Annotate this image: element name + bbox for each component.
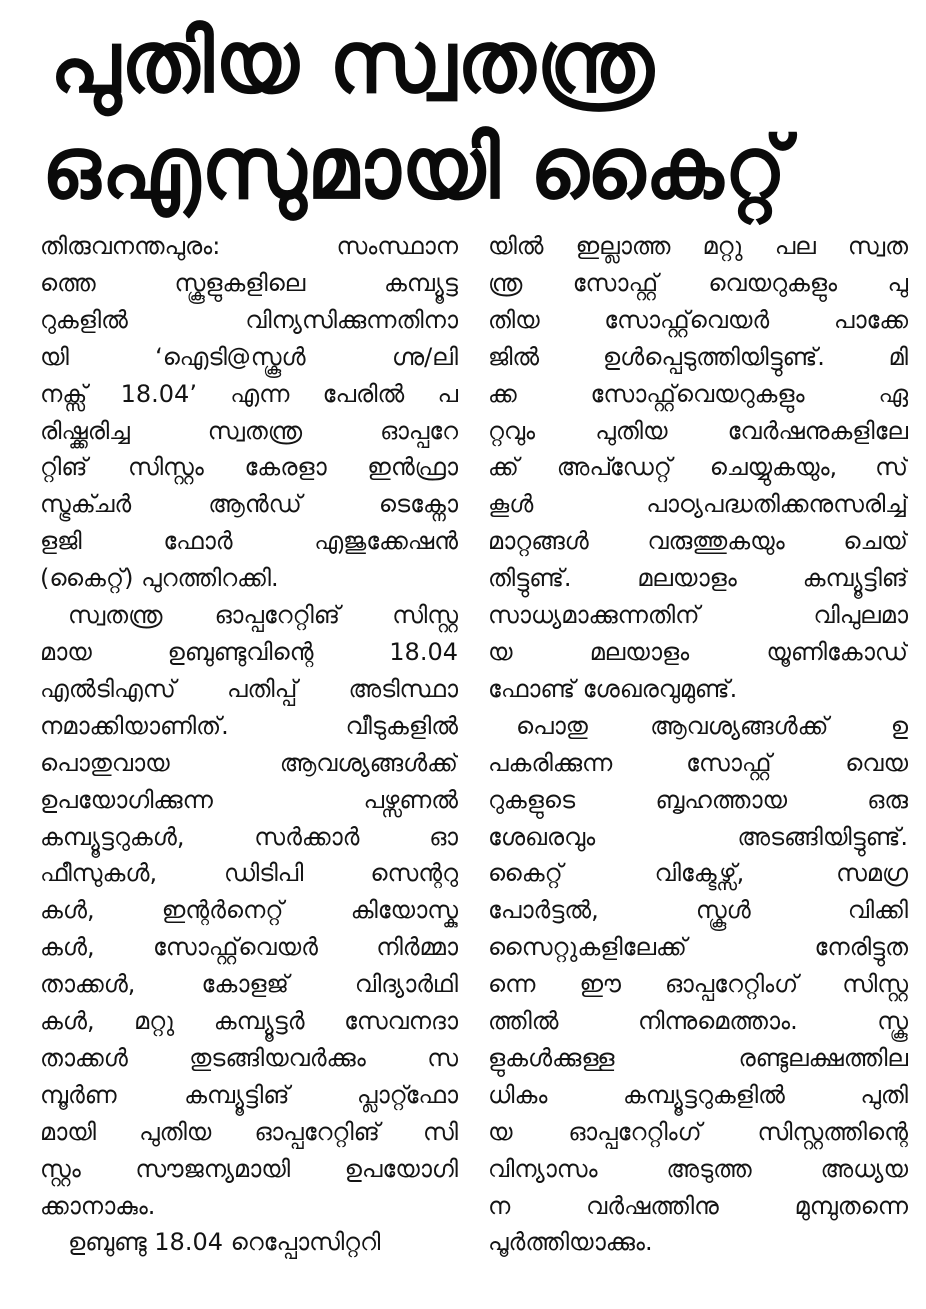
right-line: യിൽ ഇല്ലാത്ത മറ്റു പല സ്വത — [488, 232, 908, 260]
left-line: മ്പൂർണ കമ്പ്യൂട്ടിങ് പ്ലാറ്റ്ഫോ — [40, 1080, 458, 1109]
right-line: ശേഖരവും അടങ്ങിയിട്ടുണ്ട്. — [488, 822, 908, 851]
right-line: ന്ത്ര സോഫ്റ്റ് വെയറുകളും പു — [488, 268, 908, 297]
left-line: കൾ, സോഫ്റ്റ്‌വെയർ നിർമ്മാ — [40, 933, 458, 962]
right-line: ത്തിൽ നിന്നുമെത്താം. സ്കൂ — [488, 1007, 908, 1036]
right-column — [488, 228, 908, 1308]
right-line: മാറ്റങ്ങൾ വരുത്തുകയും ചെയ് — [488, 527, 908, 556]
left-line: കൾ, ഇന്റർനെറ്റ് കിയോസ്കു — [40, 896, 458, 925]
right-line: കൈറ്റ് വിക്ടേഴ്സ്, സമഗ്ര — [488, 859, 908, 888]
left-line: രിഷ്ക്കരിച്ച സ്വതന്ത്ര ഓപ്പറേ — [40, 416, 458, 445]
left-line: എൽടിഎസ് പതിപ്പ് അടിസ്ഥാ — [40, 674, 458, 703]
headline-line-2: ഒഎസുമായി കൈറ്റ് — [42, 118, 788, 219]
headline-line-1: പുതിയ സ്വതന്ത്ര — [50, 12, 655, 113]
left-line: കൾ, മറ്റു കമ്പ്യൂട്ടർ സേവനദാ — [40, 1007, 458, 1036]
left-line: മായി പുതിയ ഓപ്പറേറ്റിങ് സി — [40, 1117, 458, 1146]
right-line: യ മലയാളം യൂണികോഡ് — [488, 637, 908, 666]
headline — [40, 10, 908, 222]
right-line: ധികം കമ്പ്യൂട്ടറുകളിൽ പുതി — [488, 1080, 908, 1109]
left-line: താക്കൾ തുടങ്ങിയവർക്കും സ — [40, 1043, 458, 1072]
left-line: ക്കാനാകും. — [40, 1191, 156, 1220]
left-column — [40, 228, 458, 1308]
left-line: പൊതുവായ ആവശ്യങ്ങൾക്ക് — [40, 748, 458, 777]
left-line: സ്വതന്ത്ര ഓപ്പറേറ്റിങ് സിസ്റ്റ — [68, 601, 458, 630]
right-line: ക്ക് അപ്ഡേറ്റ് ചെയ്യുകയും, സ് — [488, 453, 908, 482]
right-line: കൂൾ പാഠ്യപദ്ധതിക്കനുസരിച്ച് — [488, 490, 908, 519]
article-body — [40, 228, 908, 1308]
right-line: ളുകൾക്കുള്ള രണ്ടുലക്ഷത്തില — [488, 1043, 908, 1072]
left-line: റുകളിൽ വിന്യസിക്കുന്നതിനാ — [40, 305, 458, 334]
right-line: തിട്ടുണ്ട്. മലയാളം കമ്പ്യൂട്ടിങ് — [488, 564, 908, 593]
left-line: നമാക്കിയാണിത്. വീടുകളിൽ — [40, 711, 458, 740]
left-line: (കൈറ്റ്) പുറത്തിറക്കി. — [40, 564, 279, 593]
left-line: ഉപയോഗിക്കുന്ന പഴ്സണൽ — [40, 785, 458, 814]
right-line: പോർട്ടൽ, സ്കൂൾ വിക്കി — [488, 896, 908, 925]
right-line: പൊതു ആവശ്യങ്ങൾക്ക് ഉ — [516, 711, 908, 740]
right-line: യ ഓപ്പറേറ്റിംഗ് സിസ്റ്റത്തിന്റെ — [488, 1117, 908, 1146]
right-line: തിയ സോഫ്റ്റ്‌വെയർ പാക്കേ — [488, 305, 908, 334]
right-line: ക്ക സോഫ്റ്റ്‌വെയറുകളും ഏ — [488, 379, 908, 408]
left-line: സ്ട്രക്ചർ ആൻഡ് ടെക്നോ — [40, 490, 458, 519]
right-line: റ്റവും പുതിയ വേർഷനുകളിലേ — [488, 416, 908, 445]
left-line: മായ ഉബുണ്ടുവിന്റെ 18.04 — [40, 637, 458, 666]
left-line: സ്റ്റം സൗജന്യമായി ഉപയോഗി — [40, 1154, 458, 1183]
right-line: ഫോണ്ട് ശേഖരവുമുണ്ട്. — [488, 674, 738, 703]
right-line: വിന്യാസം അടുത്ത അധ്യയ — [488, 1154, 908, 1183]
left-line: ത്തെ സ്കൂളുകളിലെ കമ്പ്യൂട്ട — [40, 268, 458, 297]
right-line: ന വർഷത്തിനു മുമ്പുതന്നെ — [488, 1191, 908, 1220]
left-line: തിരുവനന്തപുരം: സംസ്ഥാന — [40, 232, 458, 260]
left-line: റ്റിങ് സിസ്റ്റം കേരളാ ഇൻഫ്രാ — [40, 453, 458, 482]
right-line: ന്നെ ഈ ഓപ്പറേറ്റിംഗ് സിസ്റ്റ — [488, 970, 908, 999]
right-line: ജിൽ ഉൾപ്പെടുത്തിയിട്ടുണ്ട്. മി — [488, 342, 908, 371]
left-line: ഫീസുകൾ, ഡിടിപി സെന്ററു — [40, 859, 458, 888]
right-line: സാധ്യമാക്കുന്നതിന് വിപുലമാ — [488, 601, 908, 630]
right-line: പൂർത്തിയാക്കും. — [488, 1228, 653, 1257]
left-line: കമ്പ്യൂട്ടറുകൾ, സർക്കാർ ഓ — [40, 822, 458, 851]
left-line: ളജി ഫോർ എജുക്കേഷൻ — [40, 527, 458, 556]
left-line: നക്സ് 18.04’ എന്ന പേരിൽ പ — [40, 379, 458, 408]
right-line: റുകളുടെ ബൃഹത്തായ ഒരു — [488, 785, 908, 814]
right-line: പകരിക്കുന്ന സോഫ്റ്റ് വെയ — [488, 748, 908, 777]
right-line: സൈറ്റുകളിലേക്ക് നേരിട്ടുത — [488, 933, 908, 962]
left-line: യി ‘ഐടി@സ്കൂൾ ഗ്നു/ലി — [40, 342, 458, 371]
left-line: താക്കൾ, കോളജ് വിദ്യാർഥി — [40, 970, 458, 999]
left-line: ഉബുണ്ടു 18.04 റെപ്പോസിറ്ററി — [68, 1228, 381, 1257]
